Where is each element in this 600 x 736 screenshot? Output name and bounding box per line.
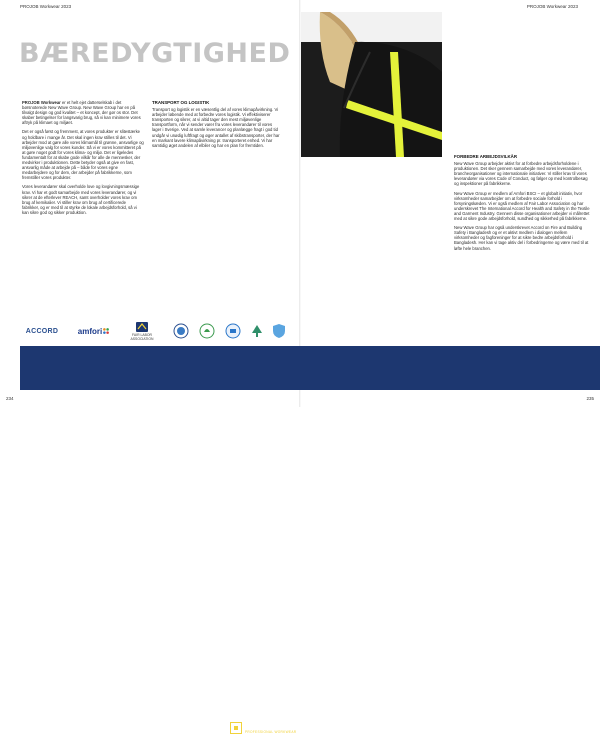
body-paragraph: Transport og logistik er en væsentlig del af vores klimapåvirkning. Vi arbejder løbende med at forbedre vores logistik. Vi effektiviserer transporten og sikrer, at vi altid tager den mest miljøvenlige transportform, når vi sender varer fra vores leverandører til vores lager i Sverige. Ved at samle leverancer og planlægge fragt i god tid undgår vi unødig luftfragt og øger antallet af skibstransporter, der har en markant lavere klimapåvirkning pr. transporteret enhed. Vi har samtidig øget andelen af elbiler og har en plan for fremtiden. xyxy=(152,107,280,148)
intro-text: er et helt ejet datterselskab i det børsnoterede New Wave Group. New Wave Group har en på tilvalgt design og god kvalitet – et koncept, der gør os stor. Det skaber betingelser for langsvarig brug, så vi kan minimere vores aftryk på klimaet og miljøet. xyxy=(22,100,141,126)
projob-logo xyxy=(230,720,300,736)
blue-seal-icon xyxy=(224,318,242,344)
brand-name: PROJOB xyxy=(245,721,287,731)
body-paragraph: New Wave Group er medlem af Amfori BSCI – et globalt initiativ, hvor virksomheder samarbejder om at forbedre sociale forhold i forsyningskæden. Vi er også medlem af Fair Labor Association og har underskrevet The International Accord for Health and Safety in the Textile and Garment Industry. Gennem disse organisationer arbejder vi målrettet med at sikre gode arbejdsforhold, sundhed og sikkerhed på fabrikkerne. xyxy=(454,190,590,222)
body-paragraph: New Wave Group har også underskrevet Accord on Fire and Building Safety i Bangladesh og er et aktivt medlem i dialogen mellem virksomheder og fagforeninger for at sikre bedre arbejdsforhold i Bangladesh. Her kan vi tage aktiv del i forbedringerne og være med til at løfte hele branchen. xyxy=(454,225,589,251)
text-column-intro xyxy=(22,100,144,219)
projob-mark-icon xyxy=(230,722,242,734)
section-heading: TRANSPORT OG LOGISTIK xyxy=(152,100,210,105)
brand-lead: PROJOB Workwear xyxy=(22,100,61,105)
page-number-left: 234 xyxy=(6,396,14,401)
brand-tagline: PROFESSIONAL WORKWEAR xyxy=(245,730,297,734)
hi-vis-jacket-image xyxy=(300,12,442,157)
body-paragraph: Vores leverandører skal overholde love og lovgivningsmæssige krav. Vi har et godt samarbejde med vores leverandører, og vi sikrer at de efterlever REACH, samt overholder vores krav om brug af kemikalier. Vi stiller krav om brug af certificerede fabrikker, og er med til at styrke de lokale arbejdsforhold, så vi kan sikre god og sikker produktion. xyxy=(22,184,140,215)
running-header-right: PROJOB Workwear 2023 xyxy=(526,4,578,9)
text-column-transport xyxy=(152,100,280,152)
intro-paragraph xyxy=(22,100,144,125)
page-number-right: 235 xyxy=(586,396,594,401)
amfori-logo xyxy=(70,318,118,344)
tree-certification-icon xyxy=(248,318,266,344)
page-headline: BÆREDYGTIGHED xyxy=(19,38,291,69)
worker-photo xyxy=(300,12,442,157)
section-heading: FORBEDRE ARBEJDSVILKÅR xyxy=(454,154,518,159)
body-paragraph: New Wave Group arbejder aktivt for at forbedre arbejdsforholdene i produktionen. Det sker gennem samarbejde med vores leverandører, brancheorganisationer og internationale initiativer. Vi stiller krav til vores leverandører via vores Code of Conduct, og følger op med kontrolbesøg og inspektioner på fabrikkerne. xyxy=(454,161,588,187)
accord-logo xyxy=(22,318,62,344)
green-certification-icon xyxy=(198,318,216,344)
shield-certification-icon xyxy=(270,318,288,344)
certification-logos xyxy=(22,318,292,346)
body-paragraph: Det er også først og fremmest, at vores produkter er slitestærke og holdbare i mange år. Det skal ingen krav stilles til det. Vi arbejder mod at gøre alle vores klimamål til grønne, ansvarlige og miljøvenlige valg for vores kunder. Så vi er vores kommitteret på at gøre noget godt for vores klima- og miljø. Det er ligeledes fundamentalt for at skabe gode vilkår for alle de mennesker, der medvirker i produktionen. Dette betyder også at give en fast, ansvarlig måde at arbejde på – både for vores egne medarbejdere og for dem, der arbejder på fabrikkerne, som fremstiller vores produkter. xyxy=(22,129,144,181)
certification-seal-icon xyxy=(172,318,190,344)
fair-labor-logo-text: FAIR LABOR ASSOCIATION xyxy=(130,332,154,341)
text-column-working-conditions xyxy=(454,154,592,255)
fair-labor-logo xyxy=(122,318,162,344)
amfori-logo-text: amfori xyxy=(77,326,103,336)
accord-logo-text: ACCORD xyxy=(25,327,59,335)
amfori-dots-icon xyxy=(102,327,110,335)
running-header-left: PROJOB Workwear 2023 xyxy=(20,4,72,9)
fair-labor-emblem-icon xyxy=(134,321,150,333)
